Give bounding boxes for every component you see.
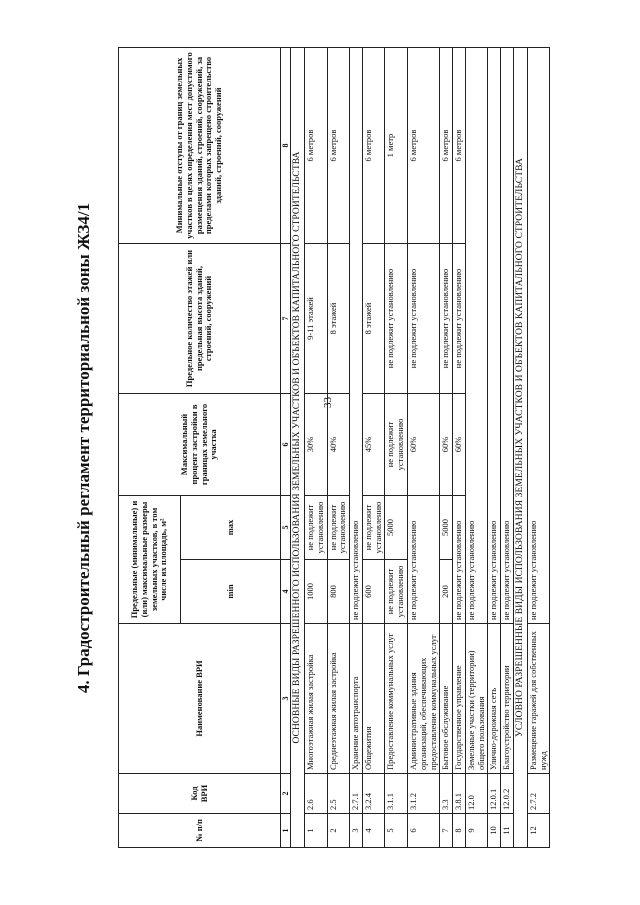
vri-code: 12.0.1 (488, 774, 501, 814)
header-max: max (181, 496, 281, 560)
section-title: УСЛОВНО РАЗРЕШЕННЫЕ ВИДЫ ИСПОЛЬЗОВАНИЯ ЗЕМЕЛЬНЫХ УЧАСТКОВ И ОБЪЕКТОВ КАПИТАЛЬНОГО СТРОИТЕЛЬСТВА (513, 48, 527, 848)
column-number: 1 (281, 814, 291, 848)
table-row (408, 48, 440, 848)
plot-size-max: не подлежит установлению (327, 496, 350, 560)
max-build-percent: 40% (327, 394, 350, 496)
section-main-uses (291, 48, 305, 848)
plot-size-min: 800 (327, 560, 350, 624)
vri-name: Многоэтажная жилая застройка (305, 624, 328, 774)
plot-size-max: 5000 (440, 496, 453, 560)
vri-name: Бытовое обслуживание (440, 624, 453, 774)
not-established: не подлежит установлению (350, 48, 363, 624)
table-row (362, 48, 385, 848)
max-build-percent: 45% (362, 394, 385, 496)
table-row (305, 48, 328, 848)
column-number: 5 (281, 496, 291, 560)
row-number: 8 (453, 814, 466, 848)
section-title: ОСНОВНЫЕ ВИДЫ РАЗРЕШЕННОГО ИСПОЛЬЗОВАНИЯ ЗЕМЕЛЬНЫХ УЧАСТКОВ И ОБЪЕКТОВ КАПИТАЛЬНОГО СТРОИТЕЛЬСТВА (291, 48, 305, 848)
max-build-percent: 60% (453, 394, 466, 496)
row-number: 6 (408, 814, 440, 848)
vri-name: Благоустройство территории (501, 624, 514, 774)
plot-size-min: не подлежит установлению (385, 560, 408, 624)
plot-size-range: не подлежит установлению (408, 496, 440, 624)
min-setback: 6 метров (362, 48, 385, 244)
vri-name: Государственное управление (453, 624, 466, 774)
max-floors: не подлежит установлению (385, 244, 408, 394)
column-number: 2 (281, 774, 291, 814)
vri-code: 2.6 (305, 774, 328, 814)
plot-size-max: не подлежит установлению (305, 496, 328, 560)
header-plot-size: Предельные (минимальные) и (или) максимальные размеры земельных участков, в том числе их площадь, м² (119, 496, 181, 624)
max-floors: не подлежит установлению (408, 244, 440, 394)
row-number: 12 (527, 814, 550, 848)
header-name: Наименование ВРИ (119, 624, 281, 774)
vri-code: 3.2.4 (362, 774, 385, 814)
vri-code: 3.8.1 (453, 774, 466, 814)
header-setback: Минимальные отступы от границ земельных участков в целях определения мест допустимого размещения зданий, строений, сооружений, за пределами которых запрещено строительство зданий, строений, сооружений (119, 48, 281, 244)
vri-code: 12.0 (465, 774, 488, 814)
min-setback: 6 метров (408, 48, 440, 244)
vri-code: 3.1.1 (385, 774, 408, 814)
row-number: 2 (327, 814, 350, 848)
row-number: 7 (440, 814, 453, 848)
vri-code: 2.5 (327, 774, 350, 814)
column-number: 8 (281, 48, 291, 244)
table-row (527, 48, 550, 848)
vri-name: Земельные участки (территории) общего пользования (465, 624, 488, 774)
row-number: 3 (350, 814, 363, 848)
page-number: 33 (322, 397, 334, 408)
vri-code: 2.7.2 (527, 774, 550, 814)
header-percent: Максимальный процент застройки в границах земельного участка (119, 394, 281, 496)
section-conditional-uses (513, 48, 527, 848)
plot-size-range: не подлежит установлению (453, 496, 466, 624)
column-number: 7 (281, 244, 291, 394)
max-floors: 9-11 этажей (305, 244, 328, 394)
vri-name: Улично-дорожная сеть (488, 624, 501, 774)
table-row (327, 48, 350, 848)
vri-code: 3.1.2 (408, 774, 440, 814)
row-number: 11 (501, 814, 514, 848)
table-row (440, 48, 453, 848)
row-number: 4 (362, 814, 385, 848)
vri-name: Предоставление коммунальных услуг (385, 624, 408, 774)
plot-size-max: не подлежит установлению (362, 496, 385, 560)
regulation-table (118, 47, 550, 848)
plot-size-max: 5000 (385, 496, 408, 560)
not-established: не подлежит установлению (465, 48, 488, 624)
table-row (488, 48, 501, 848)
vri-name: Хранение автотранспорта (350, 624, 363, 774)
page-title: 4. Градостроительный регламент территориальной зоны ЖЗ4/1 (74, 202, 93, 694)
max-build-percent: 60% (440, 394, 453, 496)
max-floors: не подлежит установлению (440, 244, 453, 394)
max-build-percent: 60% (408, 394, 440, 496)
header-code: Код ВРИ (119, 774, 281, 814)
max-build-percent: не подлежит установлению (385, 394, 408, 496)
vri-code: 3.3 (440, 774, 453, 814)
min-setback: 6 метров (440, 48, 453, 244)
rotated-page (66, 48, 596, 848)
header-min: min (181, 560, 281, 624)
vri-code: 12.0.2 (501, 774, 514, 814)
max-floors: 8 этажей (327, 244, 350, 394)
column-number: 6 (281, 394, 291, 496)
vri-name: Общежития (362, 624, 385, 774)
table-row (465, 48, 488, 848)
column-number: 4 (281, 560, 291, 624)
table-row (453, 48, 466, 848)
max-floors: 8 этажей (362, 244, 385, 394)
plot-size-min: 600 (362, 560, 385, 624)
table-row (385, 48, 408, 848)
row-number: 9 (465, 814, 488, 848)
min-setback: 6 метров (305, 48, 328, 244)
max-build-percent: 30% (305, 394, 328, 496)
header-num: № п/п (119, 814, 281, 848)
vri-name: Среднеэтажная жилая застройка (327, 624, 350, 774)
vri-name: Административные здания организаций, обеспечивающих предоставление коммунальных услуг (408, 624, 440, 774)
column-number: 3 (281, 624, 291, 774)
min-setback: 6 метров (327, 48, 350, 244)
row-number: 1 (305, 814, 328, 848)
plot-size-min: 1000 (305, 560, 328, 624)
not-established: не подлежит установлению (501, 48, 514, 624)
plot-size-min: 200 (440, 560, 453, 624)
row-number: 5 (385, 814, 408, 848)
min-setback: 1 метр (385, 48, 408, 244)
not-established: не подлежит установлению (527, 48, 550, 624)
vri-name: Размещение гаражей для собственных нужд (527, 624, 550, 774)
header-floors: Предельное количество этажей или предельная высота зданий, строений, сооружений (119, 244, 281, 394)
table-row (501, 48, 514, 848)
max-floors: не подлежит установлению (453, 244, 466, 394)
min-setback: 6 метров (453, 48, 466, 244)
table-row (350, 48, 363, 848)
row-number: 10 (488, 814, 501, 848)
vri-code: 2.7.1 (350, 774, 363, 814)
not-established: не подлежит установлению (488, 48, 501, 624)
